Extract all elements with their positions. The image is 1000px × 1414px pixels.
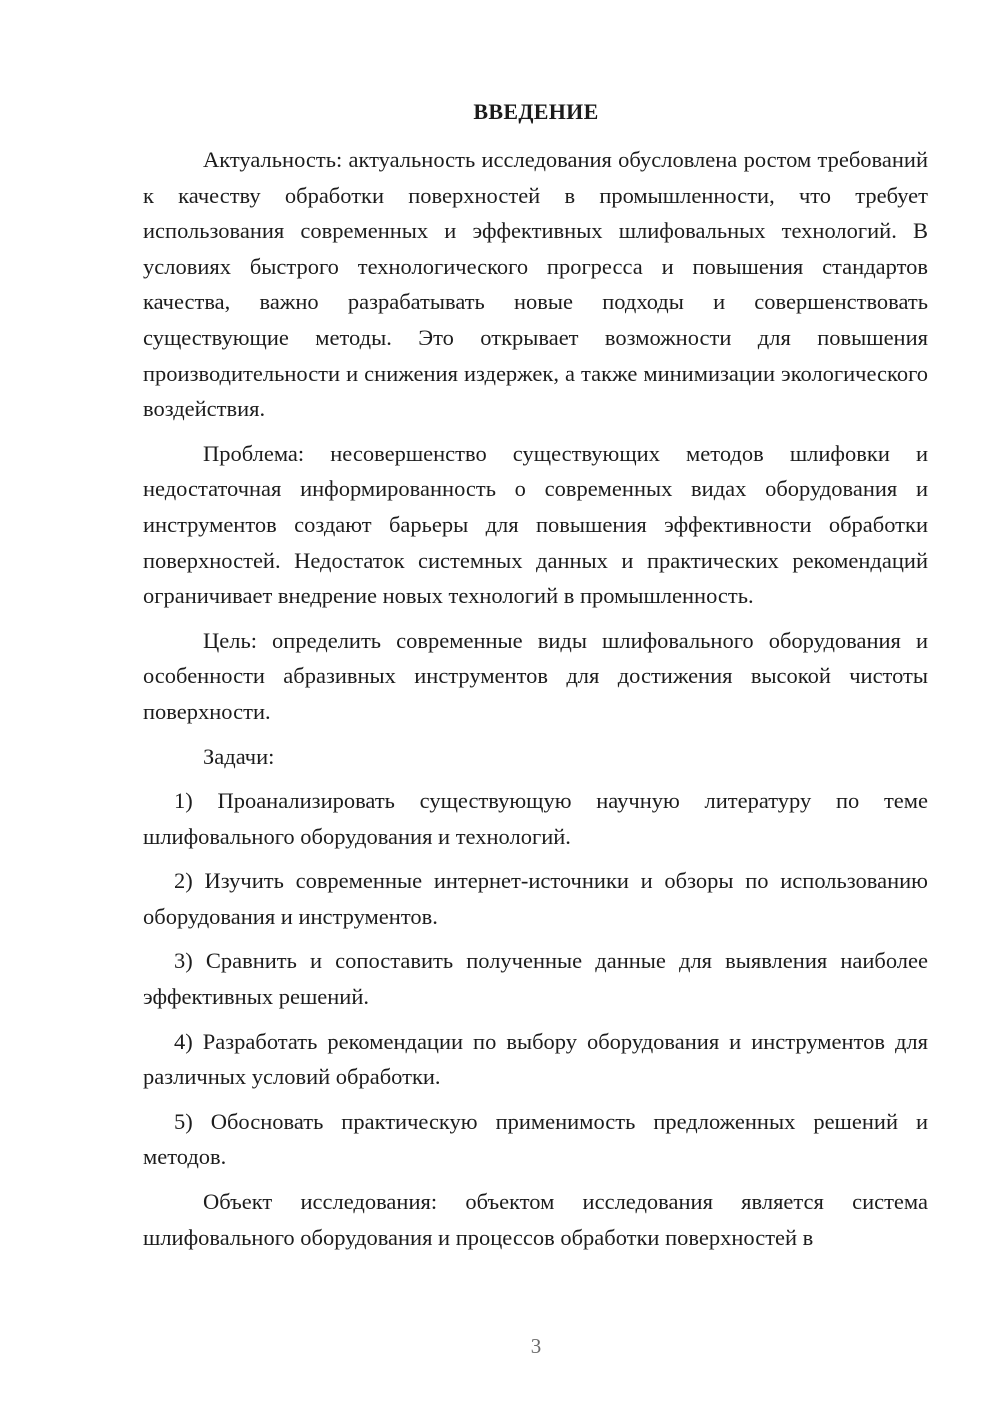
body-text bbox=[143, 142, 928, 1264]
page-number: 3 bbox=[530, 1334, 542, 1358]
task-item-2: 2) Изучить современные интернет-источники и обзоры по использованию оборудования и инструментов. bbox=[143, 868, 928, 929]
task-item-1: 1) Проанализировать существующую научную литературу по теме шлифовального оборудования и технологий. bbox=[143, 788, 928, 849]
task-item-5: 5) Обосновать практическую применимость предложенных решений и методов. bbox=[143, 1108, 928, 1170]
paragraph-tasks-heading: Задачи: bbox=[203, 743, 275, 769]
page-title: ВВЕДЕНИЕ bbox=[473, 99, 599, 124]
paragraph-goal: Цель: определить современные виды шлифовального оборудования и особенности абразивных инструментов для достижения высокой чистоты поверхности. bbox=[143, 627, 928, 724]
paragraph-relevance: Актуальность: актуальность исследования обусловлена ростом требований к качеству обработки поверхностей в промышленности, что требует использования современных и эффективных шлифовальных технологий. В условиях быстрого технологического прогресса и повышения стандартов качества, важно разрабатывать новые подходы и совершенствовать существующие методы. Это открывает возможности для повышения производительности и снижения издержек, а также минимизации экологического воздействия. bbox=[143, 147, 928, 422]
task-item-3: 3) Сравнить и сопоставить полученные данные для выявления наиболее эффективных решений. bbox=[143, 948, 928, 1010]
task-item-4: 4) Разработать рекомендации по выбору оборудования и инструментов для различных условий обработки. bbox=[143, 1028, 928, 1090]
paragraph-object: Объект исследования: объектом исследования является система шлифовального оборудования и процессов обработки поверхностей в bbox=[143, 1189, 928, 1250]
paragraph-problem: Проблема: несовершенство существующих методов шлифовки и недостаточная информированность о современных видах оборудования и инструментов создают барьеры для повышения эффективности обработки поверхностей. Недостаток системных данных и практических рекомендаций ограничивает внедрение новых технологий в промышленность. bbox=[143, 440, 928, 609]
